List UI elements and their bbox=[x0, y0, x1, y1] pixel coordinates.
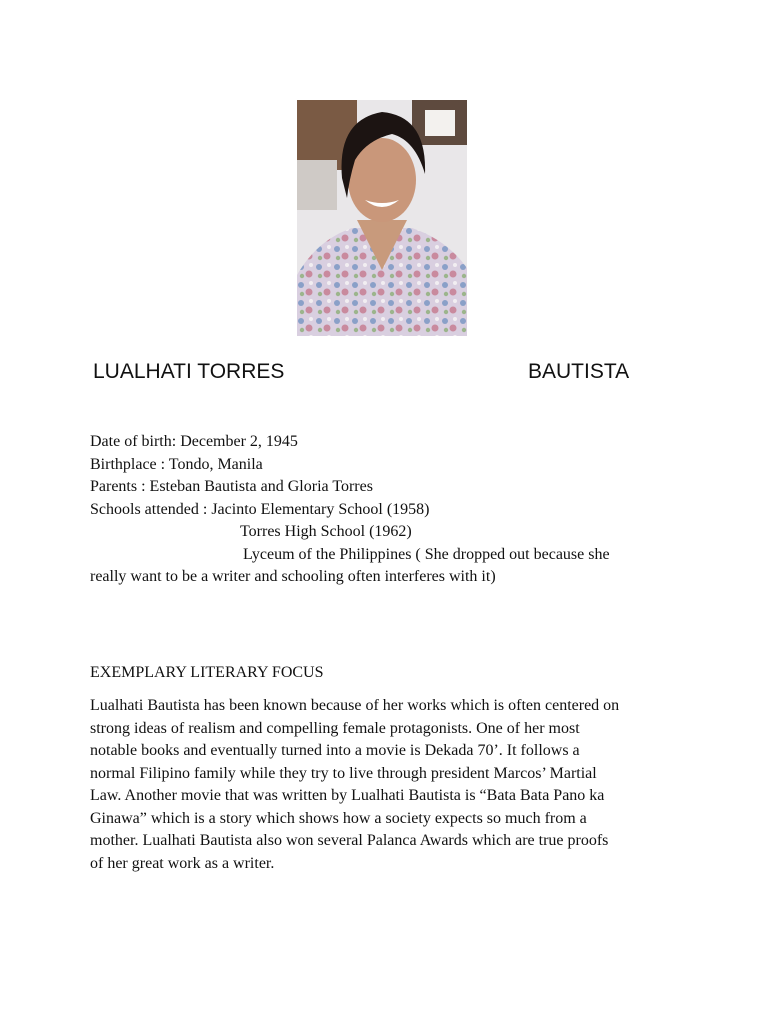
school-college: Lyceum of the Philippines ( She dropped out because she bbox=[243, 545, 610, 563]
parents: Parents : Esteban Bautista and Gloria Torres bbox=[90, 478, 373, 495]
bio-details bbox=[90, 431, 690, 589]
school-high: Torres High School (1962) bbox=[240, 523, 412, 540]
section-heading: EXEMPLARY LITERARY FOCUS bbox=[90, 664, 324, 681]
birthplace: Birthplace : Tondo, Manila bbox=[90, 455, 263, 473]
name-first-middle: LUALHATI TORRES bbox=[93, 360, 285, 383]
school-college-note: really want to be a writer and schooling often interferes with it) bbox=[90, 568, 496, 585]
portrait-photo bbox=[297, 100, 467, 336]
name-last: BAUTISTA bbox=[528, 360, 630, 383]
focus-paragraph: Lualhati Bautista has been known because of her works which is often centered on strong ideas of realism and compelling female protagonists. One of her most notable books and eventually turned into a movie is Dekada 70’. It follows a normal Filipino family while they try to live through president Marcos’ Martial Law. Another movie that was written by Lualhati Bautista is “Bata Bata Pano ka Ginawa” which is a story which shows how a society expects so much from a mother. Lualhati Bautista also won several Palanca Awards which are true proofs of her great work as a writer. bbox=[90, 697, 620, 872]
portrait-image bbox=[297, 100, 467, 336]
schools-attended: Schools attended : Jacinto Elementary School (1958) bbox=[90, 500, 430, 518]
name-title bbox=[93, 360, 638, 388]
date-of-birth: Date of birth: December 2, 1945 bbox=[90, 433, 298, 450]
